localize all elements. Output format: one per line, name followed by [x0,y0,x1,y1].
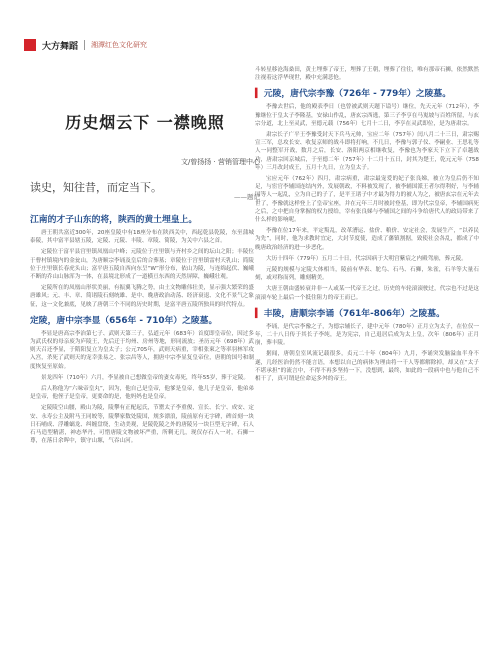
epigraph-quote: 读史，知往昔，而定当下。 [30,181,162,194]
paragraph: 大历十四年（779年）五月二十日，代宗因病于大明宫紫宸之内殿驾崩，葬元陵。 [266,255,467,262]
section-title-text: 元陵，唐代宗李豫（726年 - 779年）之陵墓。 [263,89,452,100]
paragraph: 斗转星移沧海桑田，黄土埋葬了帝王，埋葬了王朝，埋葬了往往，唯有那帝石狮，依然默然注视着这浮华现世，殿中充满悲怆。 [255,67,479,82]
section-title-text: 丰陵，唐顺宗李诵（761年-806年）之陵墓。 [263,308,445,319]
section-title [255,86,479,99]
column-left [30,208,254,448]
paragraph: 元陵的规模与定陵大体相当，陵前有华表、鸵鸟、石马、石狮，朱雀，石羊等大量石刻，或对称而列，雕刻精美。 [255,267,479,282]
paragraph: 李诵，是代宗李豫之子，为德宗辅长子，建中元年（780年）正月立为太子，在位仅一年，二十八日传于其长子李纯，是为宪宗，自己退居后成为太上皇，次年（806年）正月崩，葬丰陵。 [255,323,479,347]
paragraph: 肃宗长子广平王李豫受封天下兵马元帅，宝应二年（757年）闰八月二十三日，肃宗赐宣三军，总攻长安、收复京师的战斗即将打响，不几日，李豫与郭子仪、李嗣业、王思礼等人一同整军开战，数月之后，长安、洛阳两京相继收复，李豫也为李家天下立下了卓越战功，唐肃宗回京城后，于至德二年（757年）十二月十五日，封其为楚王，乾元元年（758年）三月改封成王，五月十九日，立为皇太子。 [255,132,479,171]
paragraph: 唐王朝共富近300年，20座皇陵中有18座分布在陕西关中，西起乾县乾陵，东至蒲城泰陵，其中富平县辖五陵，定陵、元陵、丰陵、章陵、简陵，为关中六县之首。 [30,230,254,245]
section-marker-icon: ▍ [255,308,262,319]
column-right [255,66,479,386]
paragraph: 李显是唐高宗李治第七子、武则天第三子，弘道元年（683年）首度即皇帝位，因过多为武氏权的母亲废为庐陵王，先后迁于均州、房州等地，形同流放；圣历元年（698年）武则天召还李显，于隋阳复立为皇太子；公元705年，武则天病重，宰相张柬之等率羽林军攻入宫，杀死了武则天的宠幸张易之、张宗昌等人，拥唐中宗李显复皇帝位，唐朝的国号和制度恢复至原始。 [30,330,254,370]
paragraph: 李豫去世后，他的殿表季日（也曾被武则天题下谥号）继位，先天元年（712年），李豫继位于皇太子李隆基，安禄山作乱，唐玄宗西逃，第三子李亨在马嵬坡与百姓所留，与玄宗分道，北上至灵武，至德元载（756年）七月十二日，李亨在灵武即位，是为唐肃宗。 [255,104,479,127]
logo-icon [24,39,36,51]
epigraph-source: ——题记 [234,193,260,201]
header-logo [24,38,147,52]
paragraph: 李豫在位17年来，平定叛乱，改革漕运、盐价、粮价、安定社会，发展生产，“以养民为先”，同时，他为求教时宜定，大封节度使，造成了藩镇割据，致使社会各乱，都成了中晚唐政治经济的进一步恶化。 [255,228,479,251]
article-author: 文/曾扬扬 · 营销管理中心 [180,158,260,166]
section-title [30,313,254,326]
logo-text: 大方舞蹈 [42,41,79,52]
logo-subtitle: 湘潭红色文化研究 [91,41,148,49]
paragraph: 大唐王朝由盛转衰并非一人或某一代帝王之过，历史的车轮滚滚驶过，代宗也不过是这滚滚车轮上最后一个抵住阻力的帝王而已。 [255,286,479,301]
paragraph: 据闻，唐朝皇室风流记载很多，贞元二十年（804年）九月，李诵突发脑溢血半身不遂，几经医治仍然不能言语，本想以自己的病体为理由将一干人等都解除掉，却又在“太子不堪承担”的流言中，不得不再多坚持一下，没想到，最终，如此的一段病中也与他自己不相干了，真可谓是位命运多舛的帝王。 [255,351,479,383]
section-title [255,306,479,319]
logo-divider [84,40,85,50]
paragraph: 定陵所在的凤凰山形状美丽，有振翼飞腾之势，由土文物雕伟壮美，显示强大繁荣的盛唐雄风；元、丰、章、简诸陵石刻统雄、是中、晚唐政治动荡、经济衰退、文化不景气之象征，这一文化兼底，见映了唐朝三个不同的历史时期，是富平唐五陵所独具的时代特点。 [30,285,254,308]
paragraph: 景龙四年（710年）六月，李显被自己想做皇帝的妻女毒死，终年55岁，葬于定陵。 [41,374,249,381]
section-title-text: 定陵，唐中宗李显（656年 - 710年）之陵墓。 [30,315,218,326]
paragraph: 宝应元年（762年）四月，肃宗病重，肃宗最宠爱的妃子张良娣，被立为皇后仍不知足，与宦官李辅国连结内外，发展朝政，不料被发现了，被李辅国派王者尔得利好，与李辅国等人一起乱，立为自己的子了，是平王诸子中才最为得力的被人为之，被唐玄宗在元年去世了，李豫就这样登上了皇帝宝座，并在元年三月时被封登基，即为代宗皇帝，李辅国病死之后，之中把自身掌握的权力授给，宰有张良娣与李辅国之间的斗争给唐代人的政局带来了什么样的影响呢。 [255,176,479,224]
paragraph: 后人称他为“六味帝皇丸”，因为，他自己是皇帝，他爹是皇帝，他儿子是皇帝，他弟弟是皇帝，他侄子是皇帝，更要命的是，他妈妈也是皇帝。 [30,386,254,401]
section-title [30,212,254,225]
section-marker-icon: ▍ [255,89,262,100]
paragraph: 定陵陵空山腰，殿山为陵，陵攀有正配起氏，节罂太子李重俊、宣长、长宁、成安、定安、永寿公主及附马王同皎等，陵攀家数处陵国，规多漂浪，陵前原有无字碑，碑首刻一块日石哺成、浮雕螭龙、纠缠盘绕，生动美观，是陵乾陵之外的唐陵另一块巨型无字碑，石人石马造型精湛，神态华丹，可惜唐陵文物被坏严重，所剩无几，现仅存石人一对，石狮一尊，在落日余晖中，镇守山塬，气吞山河。 [30,405,254,445]
section-title-text: 江南的才子山东的将，陕西的黄土埋皇上。 [30,215,198,225]
paragraph: 定陵位于富平县宫里镇凤凰山中峰；元陵位于庄里镇与齐村乡之间的坛山之阳；丰陵位于曹村镇境内的金瓮山，为唐顺宗李诵及皇后的合葬墓；章陵位于宫里镇雷村天乳山；简陵位于庄里镇长春虎头山；富平唐五陵自西向东呈“W”形分布，依山为陵，与连绵起伏、巍峨不断的乔山山脉浑为一体，在县境北形成了一道横亘东西的天然屏障，巍峨壮观。 [30,249,254,281]
article-title: 历史烟云下 一襟晚照 [65,113,225,132]
